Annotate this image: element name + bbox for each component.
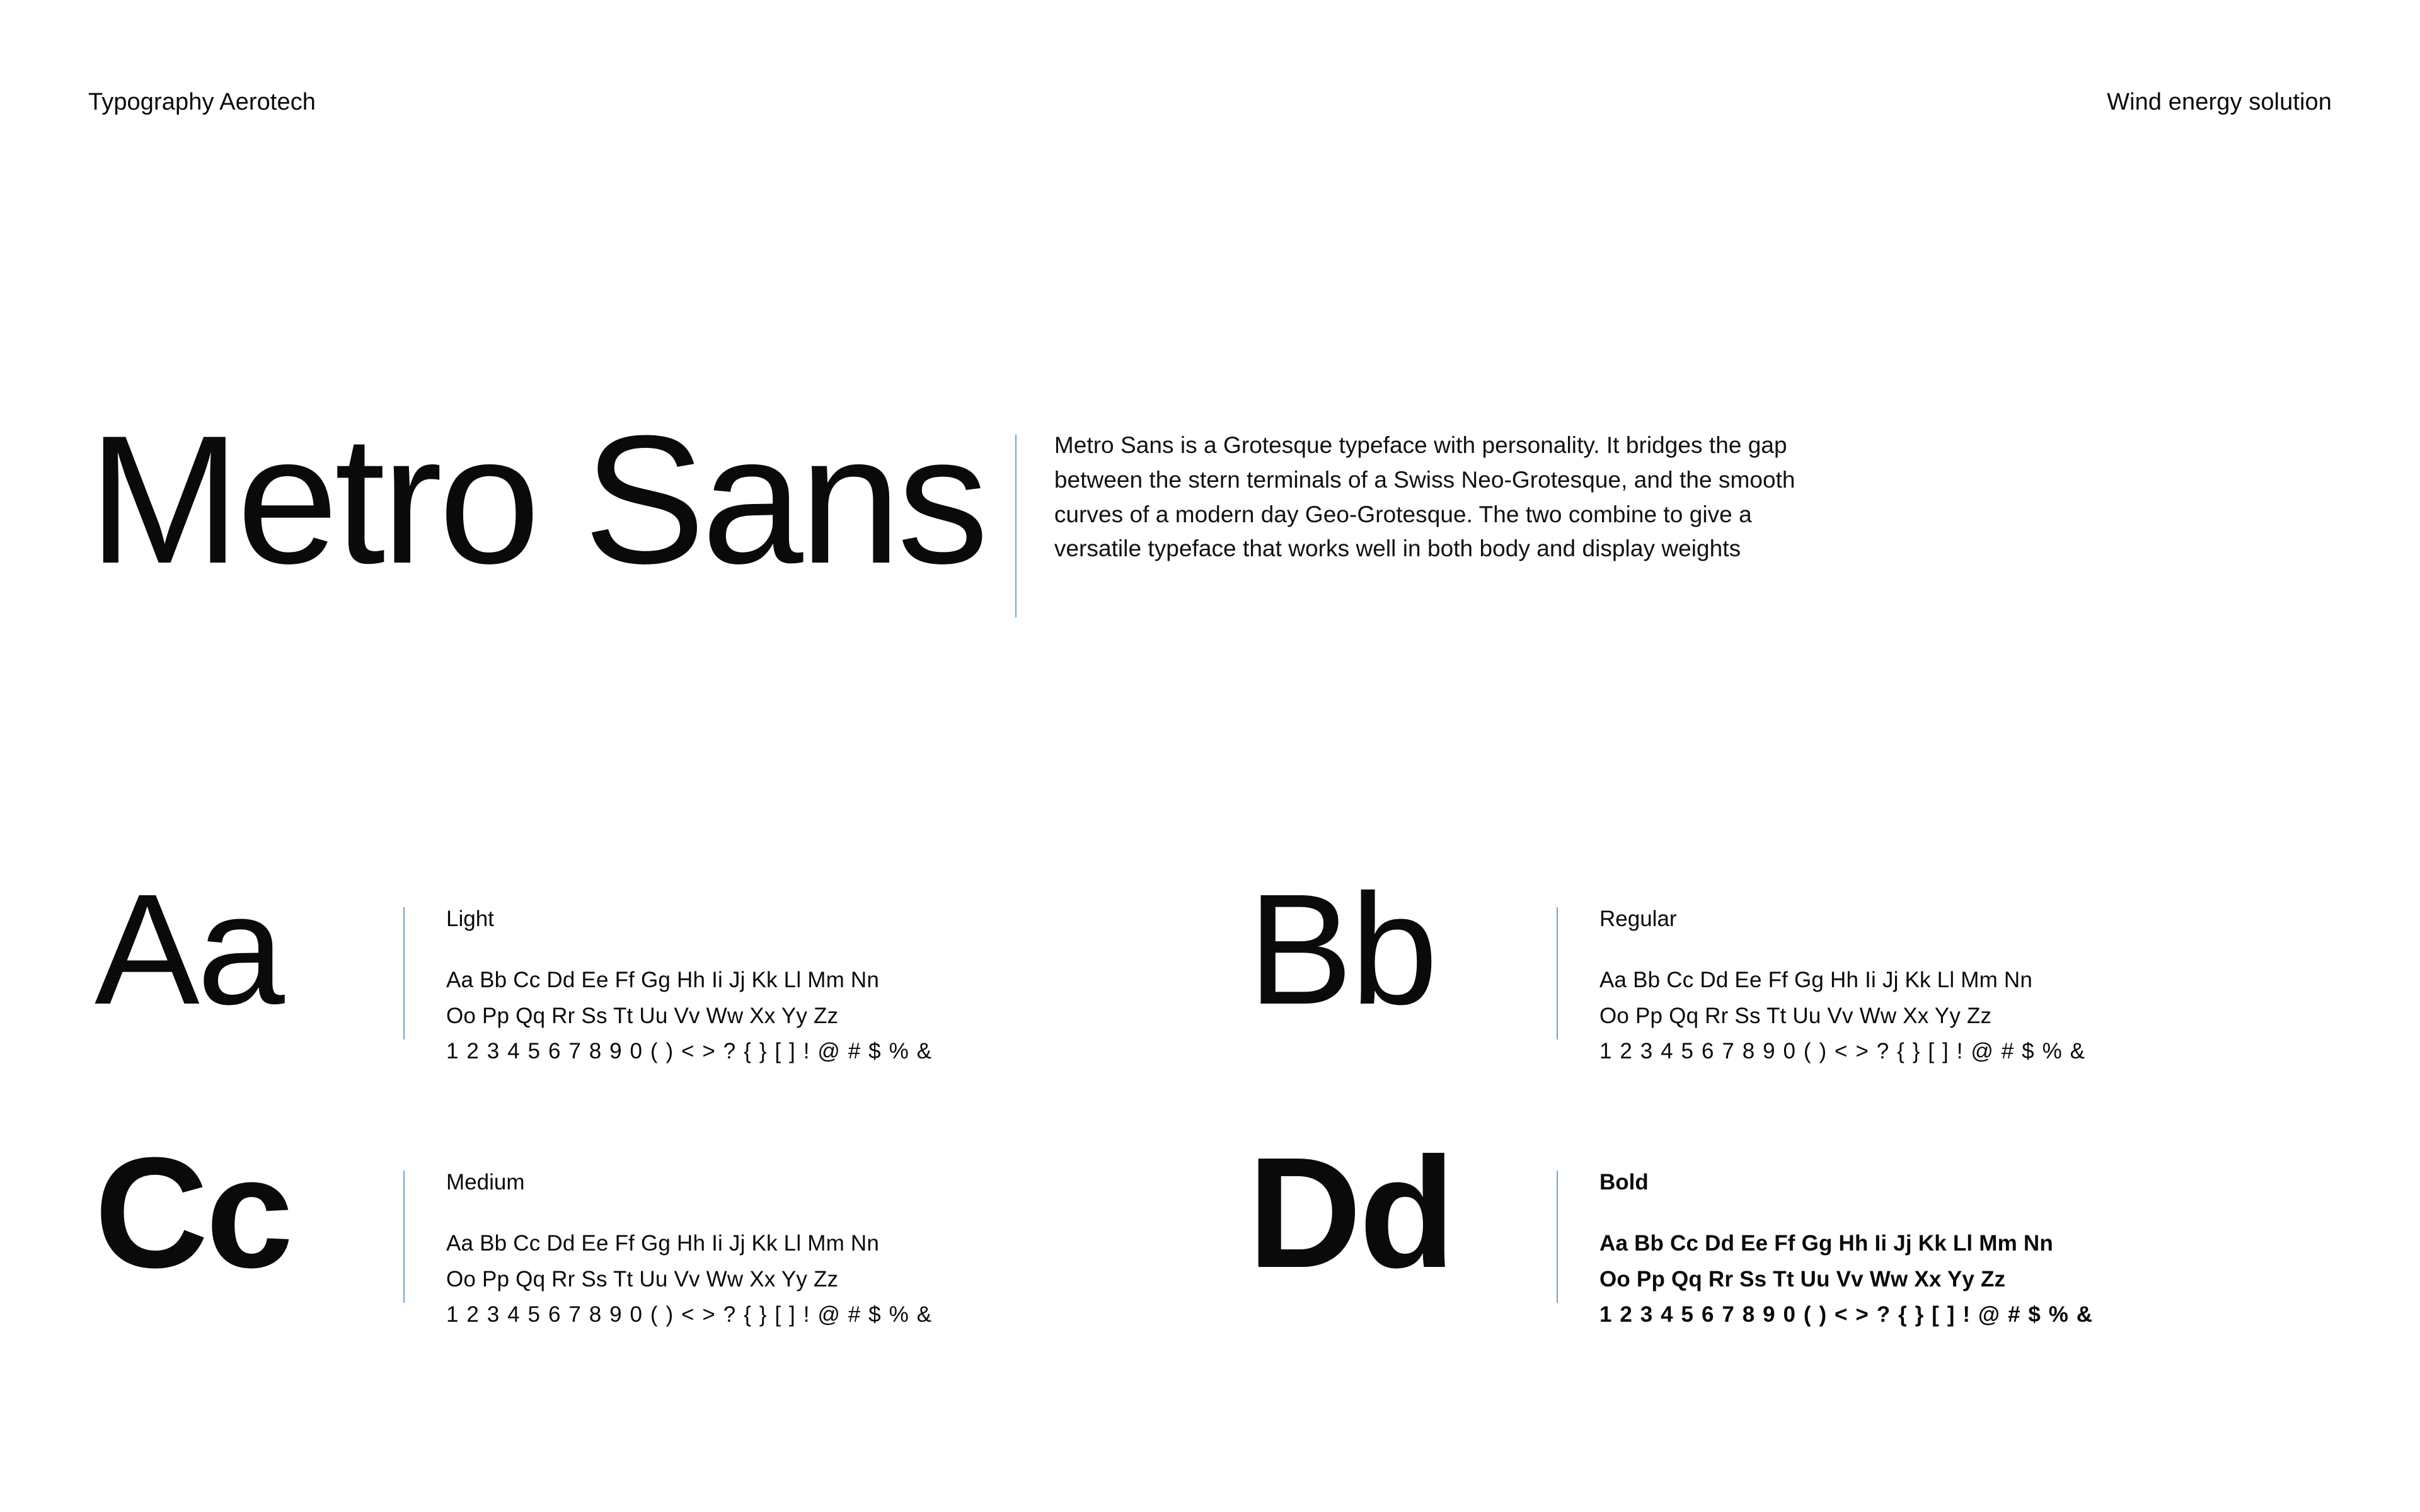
typeface-description: Metro Sans is a Grotesque typeface with personality. It bridges the gap between the stern terminals of a Swiss Neo-Grotesque, and the smooth curves of a modern day Geo-Grotesque. The two combine to give a versatile typeface that works well in both body and display weights <box>1054 432 1795 562</box>
specimen-weight-label: Light <box>446 907 494 931</box>
specimen-divider <box>1557 907 1558 1040</box>
hero-section <box>88 398 1842 617</box>
specimen-glyph: Dd <box>1248 1125 1453 1301</box>
specimen-body <box>1599 901 2086 1070</box>
specimen-weight-label: Bold <box>1599 1170 1649 1195</box>
weight-specimen-grid <box>88 861 2332 1333</box>
specimen-alphabet-line-1: Aa Bb Cc Dd Ee Ff Gg Hh Ii Jj Kk Ll Mm Nn <box>446 1231 880 1256</box>
specimen-alphabet-line-1: Aa Bb Cc Dd Ee Ff Gg Hh Ii Jj Kk Ll Mm Nn <box>446 968 880 992</box>
specimen-numeral-line: 1 2 3 4 5 6 7 8 9 0 ( ) < > ? { } [ ] ! @ # $ % & <box>446 1302 933 1327</box>
specimen-weight-label: Medium <box>446 1170 525 1195</box>
specimen-regular <box>1242 861 2332 1070</box>
hero-divider <box>1015 435 1017 617</box>
specimen-alphabet-line-2: Oo Pp Qq Rr Ss Tt Uu Vv Ww Xx Yy Zz <box>446 1003 839 1028</box>
specimen-numeral-line: 1 2 3 4 5 6 7 8 9 0 ( ) < > ? { } [ ] ! @ # $ % & <box>1599 1302 2094 1327</box>
specimen-glyph: Cc <box>95 1125 291 1301</box>
specimen-alphabet-line-1: Aa Bb Cc Dd Ee Ff Gg Hh Ii Jj Kk Ll Mm Nn <box>1599 968 2033 992</box>
specimen-numeral-line: 1 2 3 4 5 6 7 8 9 0 ( ) < > ? { } [ ] ! @ # $ % & <box>1599 1039 2086 1064</box>
specimen-body <box>446 901 933 1070</box>
specimen-body <box>1599 1164 2094 1333</box>
header-right-label: Wind energy solution <box>2107 89 2332 115</box>
specimen-divider <box>403 1171 405 1303</box>
specimen-divider <box>1557 1171 1558 1303</box>
specimen-medium <box>88 1125 1178 1333</box>
header-left-label: Typography Aerotech <box>88 89 316 115</box>
specimen-alphabet-line-2: Oo Pp Qq Rr Ss Tt Uu Vv Ww Xx Yy Zz <box>446 1266 839 1292</box>
specimen-body <box>446 1164 933 1333</box>
specimen-bold <box>1242 1125 2332 1333</box>
page-header <box>88 88 2332 117</box>
specimen-alphabet-line-2: Oo Pp Qq Rr Ss Tt Uu Vv Ww Xx Yy Zz <box>1599 1003 1992 1028</box>
specimen-glyph: Aa <box>95 861 282 1037</box>
specimen-numeral-line: 1 2 3 4 5 6 7 8 9 0 ( ) < > ? { } [ ] ! @ # $ % & <box>446 1039 933 1064</box>
typeface-title: Metro Sans <box>88 398 985 602</box>
specimen-alphabet-line-2: Oo Pp Qq Rr Ss Tt Uu Vv Ww Xx Yy Zz <box>1599 1266 2006 1292</box>
specimen-light <box>88 861 1178 1070</box>
specimen-divider <box>403 907 405 1040</box>
specimen-weight-label: Regular <box>1599 907 1677 931</box>
specimen-glyph: Bb <box>1248 861 1436 1037</box>
specimen-alphabet-line-1: Aa Bb Cc Dd Ee Ff Gg Hh Ii Jj Kk Ll Mm Nn <box>1599 1231 2053 1256</box>
